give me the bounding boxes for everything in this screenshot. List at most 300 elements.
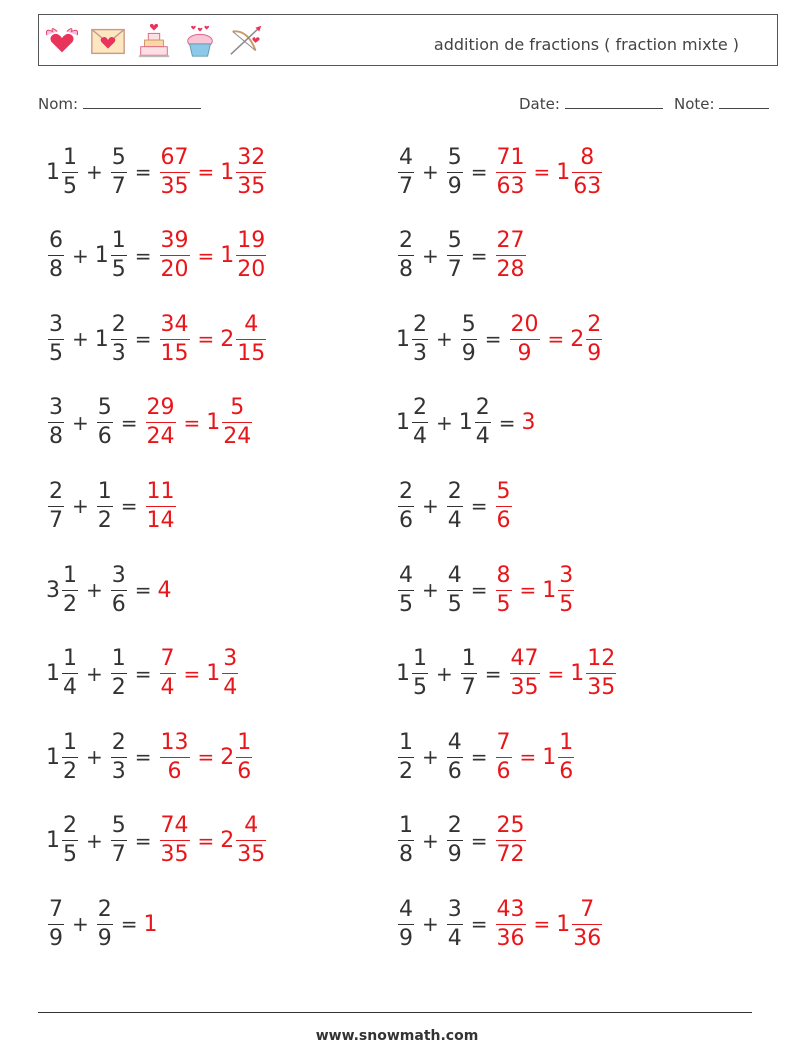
answer-mixed-fraction: [222, 648, 238, 699]
operand-a-denominator: 5: [413, 675, 427, 701]
header-box: [38, 14, 778, 66]
answer-mixed-denominator: 63: [573, 173, 602, 199]
operand-b-fraction: [111, 144, 127, 199]
operand-b-denominator: 4: [475, 424, 490, 450]
answer-mixed-fraction: [236, 729, 252, 784]
operand-b-numerator: 5: [447, 228, 462, 254]
operand-b-fraction: [111, 815, 127, 866]
plus-sign: +: [86, 828, 103, 853]
operand-a-denominator: 2: [63, 758, 77, 784]
operand-b-numerator: 2: [111, 729, 126, 755]
problem-item: [396, 224, 528, 288]
operand-a-fraction: [62, 562, 78, 617]
answer-mixed-numerator: 4: [244, 311, 259, 337]
equals-sign: =: [134, 828, 152, 853]
operand-b-numerator: 1: [461, 646, 476, 672]
answer: [494, 896, 605, 951]
answer-mixed-numerator: 8: [580, 144, 595, 170]
equals-sign: =: [134, 578, 152, 602]
operand-b-fraction: [111, 648, 127, 699]
operand-a-denominator: 3: [413, 340, 427, 366]
equals-sign: =: [470, 578, 488, 602]
equals-sign: =: [134, 745, 152, 770]
operand-b-fraction: [447, 478, 463, 533]
operand-a-whole: 1: [46, 159, 60, 185]
operand-a-denominator: 7: [399, 173, 413, 199]
answer-improper-fraction: [160, 230, 190, 281]
operand-a-denominator: 4: [63, 675, 77, 701]
operand-b-fraction: [447, 815, 463, 866]
answer-equals-sign: =: [197, 243, 215, 268]
answer-mixed-denominator: 36: [573, 925, 602, 951]
operand-b-denominator: 9: [97, 925, 112, 951]
operand-b-fraction: [447, 729, 463, 784]
operand-b-fraction: [97, 896, 113, 951]
operand-a-numerator: 2: [413, 311, 427, 337]
answer-improper-fraction: [146, 478, 176, 533]
answer-improper-numerator: 29: [146, 395, 175, 421]
operand-a-fraction: [398, 815, 414, 866]
problem-item: [46, 140, 268, 204]
answer-improper-denominator: 24: [146, 424, 175, 450]
answer-mixed-fraction: [236, 144, 266, 199]
answer: [494, 230, 528, 281]
answer-equals-sign: =: [197, 327, 215, 352]
operand-a-numerator: 3: [49, 311, 63, 337]
operand-b-fraction: [111, 311, 127, 366]
answer-improper-denominator: 35: [510, 675, 539, 701]
operand-a-denominator: 8: [399, 842, 413, 868]
operand-b-fraction: [461, 311, 477, 366]
problem-item: [46, 892, 158, 956]
operand-a-numerator: 4: [399, 562, 413, 588]
answer: [494, 478, 514, 533]
plus-sign: +: [72, 327, 89, 352]
equals-sign: =: [470, 494, 488, 519]
answer-mixed-numerator: 32: [237, 144, 266, 170]
problem-item: [396, 474, 514, 538]
answer-mixed-fraction: [586, 311, 602, 366]
plus-sign: +: [422, 243, 439, 268]
equals-sign: =: [470, 912, 488, 937]
operand-b-numerator: 5: [111, 813, 126, 839]
operand-a-numerator: 1: [63, 729, 77, 755]
problem-item: [46, 474, 178, 538]
operand-a-fraction: [48, 896, 64, 951]
operand-a-denominator: 5: [63, 842, 77, 868]
name-field: [38, 94, 201, 113]
operand-a-fraction: [48, 230, 64, 281]
problem-item: [396, 809, 528, 873]
answer-improper-denominator: 63: [496, 173, 525, 199]
operand-b-whole: 1: [458, 410, 473, 436]
operand-b-numerator: 5: [447, 144, 462, 170]
answer-improper-denominator: 4: [160, 675, 175, 701]
answer-mixed-numerator: 4: [244, 813, 259, 839]
operand-a-numerator: 1: [413, 646, 427, 672]
answer-mixed-whole: 1: [556, 911, 571, 937]
answer: [508, 311, 605, 366]
answer-improper-fraction: [496, 896, 526, 951]
plus-sign: +: [436, 410, 453, 435]
problem-item: [396, 725, 576, 789]
operand-a-numerator: 1: [63, 562, 77, 588]
plus-sign: +: [86, 160, 103, 184]
problem-item: [396, 140, 604, 204]
answer-equals-sign: =: [519, 745, 537, 770]
operand-b-numerator: 2: [447, 478, 462, 504]
answer-mixed-numerator: 1: [237, 729, 252, 755]
operand-a-numerator: 2: [49, 478, 63, 504]
operand-a-numerator: 6: [49, 228, 63, 254]
operand-a-fraction: [412, 397, 428, 448]
answer-improper-denominator: 15: [160, 340, 189, 366]
plus-sign: +: [86, 578, 103, 602]
operand-b-fraction: [447, 230, 463, 281]
answer-mixed-whole: 1: [570, 661, 585, 687]
answer-improper-denominator: 20: [160, 257, 189, 283]
operand-b-numerator: 1: [111, 646, 126, 672]
equals-sign: =: [134, 243, 152, 268]
operand-b-denominator: 6: [447, 758, 462, 784]
answer-mixed-fraction: [236, 311, 266, 366]
plus-sign: +: [72, 912, 89, 937]
equals-sign: =: [484, 661, 502, 686]
date-field: [519, 94, 663, 113]
operand-a-fraction: [48, 311, 64, 366]
operand-b-denominator: 3: [111, 340, 126, 366]
answer-improper-denominator: 35: [160, 173, 189, 199]
plus-sign: +: [422, 745, 439, 770]
plus-sign: +: [422, 160, 439, 184]
operand-b-numerator: 1: [111, 228, 126, 254]
operand-b-denominator: 5: [111, 257, 126, 283]
answer-improper-denominator: 6: [496, 507, 511, 533]
operand-a-denominator: 9: [49, 925, 63, 951]
operand-a-denominator: 9: [399, 925, 413, 951]
answer-improper-fraction: [160, 729, 190, 784]
operand-a-fraction: [398, 230, 414, 281]
answer-improper-denominator: 9: [510, 339, 540, 365]
operand-a-denominator: 8: [49, 257, 63, 283]
answer: [494, 729, 577, 784]
answer-improper-numerator: 27: [496, 228, 525, 254]
answer-mixed-numerator: 19: [237, 228, 266, 254]
operand-b-denominator: 9: [447, 173, 462, 199]
operand-a-numerator: 4: [399, 144, 413, 170]
problem-item: [396, 642, 618, 706]
operand-b-numerator: 4: [447, 729, 462, 755]
operand-a-fraction: [412, 311, 428, 366]
score-field: [674, 94, 769, 113]
operand-a-numerator: 1: [399, 813, 413, 839]
answer-mixed-whole: 1: [206, 410, 221, 436]
header-icons: [43, 21, 265, 61]
operand-a-fraction: [398, 562, 414, 617]
answer-mixed-numerator: 3: [223, 646, 238, 672]
operand-b-denominator: 6: [111, 591, 126, 617]
operand-a-numerator: 1: [63, 646, 77, 672]
equals-sign: =: [134, 661, 152, 686]
answer: [158, 815, 269, 866]
answer-improper-numerator: 25: [496, 813, 525, 839]
answer-improper-fraction: [146, 397, 176, 448]
answer-mixed-fraction: [236, 815, 266, 866]
operand-b-numerator: 5: [461, 311, 476, 337]
plus-sign: +: [86, 745, 103, 770]
answer-mixed-denominator: 35: [237, 173, 266, 199]
answer-mixed-numerator: 1: [559, 729, 574, 755]
operand-a-numerator: 3: [49, 395, 63, 421]
operand-b-numerator: 3: [111, 562, 126, 588]
answer: [494, 562, 577, 617]
answer-mixed-numerator: 7: [580, 896, 595, 922]
operand-b-numerator: 2: [475, 395, 490, 421]
answer-improper-denominator: 14: [146, 507, 175, 533]
answer-improper-fraction: [510, 648, 540, 699]
operand-b-denominator: 7: [111, 842, 126, 868]
operand-a-whole: 1: [46, 661, 60, 687]
equals-sign: =: [470, 160, 488, 184]
answer-mixed-denominator: 4: [223, 675, 238, 701]
operand-b-denominator: 3: [111, 758, 126, 784]
answer-improper-numerator: 13: [160, 729, 189, 755]
operand-a-whole: 1: [46, 744, 60, 770]
operand-a-numerator: 2: [399, 228, 413, 254]
answer: [494, 815, 528, 866]
date-label: Date:: [519, 95, 560, 113]
answer-improper-numerator: 11: [146, 478, 175, 504]
answer-improper-fraction: [160, 815, 190, 866]
operand-b-denominator: 4: [447, 925, 462, 951]
operand-b-fraction: [111, 729, 127, 784]
answer-improper-denominator: 28: [496, 257, 525, 283]
operand-b-numerator: 2: [447, 813, 462, 839]
operand-b-fraction: [447, 144, 463, 199]
answer-mixed-numerator: 3: [559, 562, 574, 588]
operand-b-fraction: [97, 397, 113, 448]
answer-mixed-whole: 2: [570, 326, 585, 352]
answer-mixed-denominator: 24: [223, 424, 252, 450]
operand-a-numerator: 4: [399, 896, 413, 922]
answer: [144, 478, 178, 533]
operand-b-denominator: 7: [461, 675, 476, 701]
plus-sign: +: [86, 661, 103, 686]
answer-mixed-whole: 2: [220, 744, 235, 770]
operand-b-numerator: 4: [447, 562, 462, 588]
operand-b-denominator: 2: [111, 675, 126, 701]
plus-sign: +: [72, 494, 89, 519]
problem-item: [46, 307, 268, 371]
name-label: Nom:: [38, 95, 79, 113]
answer-mixed-whole: 1: [542, 744, 557, 770]
operand-a-fraction: [62, 815, 78, 866]
answer-mixed-denominator: 6: [559, 758, 574, 784]
operand-a-fraction: [398, 729, 414, 784]
answer-improper-fraction: [160, 144, 190, 199]
operand-b-fraction: [447, 562, 463, 617]
plus-sign: +: [436, 661, 453, 686]
operand-a-denominator: 2: [63, 591, 77, 617]
answer-improper-whole: 4: [157, 577, 172, 603]
answer-improper-fraction: [496, 144, 526, 199]
answer-mixed-numerator: 2: [587, 311, 602, 337]
plus-sign: +: [422, 912, 439, 937]
operand-a-whole: 3: [46, 577, 60, 603]
operand-a-fraction: [398, 896, 414, 951]
operand-b-fraction: [461, 648, 477, 699]
answer-improper-fraction: [496, 729, 512, 784]
worksheet-title: addition de fractions ( fraction mixte ): [433, 35, 739, 54]
problem-item: [46, 224, 268, 288]
answer-improper-numerator: 5: [496, 478, 511, 504]
plus-sign: +: [436, 327, 453, 352]
answer: [508, 648, 619, 699]
operand-b-fraction: [97, 478, 113, 533]
answer: [158, 729, 255, 784]
cupcake-icon: [181, 21, 219, 61]
operand-a-denominator: 6: [399, 507, 413, 533]
operand-b-denominator: 4: [447, 507, 462, 533]
equals-sign: =: [120, 494, 138, 519]
answer-improper-numerator: 34: [160, 311, 189, 337]
answer-mixed-fraction: [558, 562, 574, 617]
answer: [144, 912, 158, 937]
answer-equals-sign: =: [183, 661, 201, 686]
plus-sign: +: [422, 494, 439, 519]
answer-mixed-whole: 2: [220, 828, 235, 854]
operand-b-numerator: 2: [97, 896, 112, 922]
answer-improper-fraction: [496, 478, 512, 533]
answer-improper-numerator: 20: [510, 311, 539, 337]
answer: [158, 578, 172, 603]
answer-mixed-whole: 1: [542, 577, 557, 603]
score-label: Note:: [674, 95, 715, 113]
operand-a-denominator: 5: [49, 340, 63, 366]
answer-equals-sign: =: [197, 160, 215, 184]
plus-sign: +: [72, 410, 89, 435]
operand-a-fraction: [48, 478, 64, 533]
answer-equals-sign: =: [533, 160, 551, 184]
answer-improper-numerator: 39: [160, 228, 189, 254]
answer-mixed-fraction: [586, 648, 616, 699]
answer-improper-fraction: [160, 648, 176, 699]
answer-improper-numerator: 47: [510, 646, 539, 672]
problem-item: [396, 892, 604, 956]
answer-improper-denominator: 5: [496, 591, 511, 617]
answer-mixed-whole: 1: [206, 661, 221, 687]
equals-sign: =: [470, 745, 488, 770]
footer-site: www.snowmath.com: [315, 1028, 479, 1044]
operand-a-whole: 1: [396, 326, 410, 352]
answer-equals-sign: =: [547, 661, 565, 686]
answer-improper-denominator: 36: [496, 925, 525, 951]
operand-b-denominator: 2: [97, 507, 112, 533]
answer-mixed-whole: 1: [220, 159, 235, 185]
footer-divider: [38, 1012, 752, 1013]
operand-b-whole: 1: [94, 326, 109, 352]
equals-sign: =: [470, 828, 488, 853]
answer-improper-numerator: 7: [160, 646, 175, 672]
answer-mixed-denominator: 20: [237, 257, 266, 283]
operand-a-fraction: [62, 729, 78, 784]
problem-item: [46, 558, 172, 622]
equals-sign: =: [120, 410, 138, 435]
answer-mixed-denominator: 35: [237, 842, 266, 868]
answer-improper-numerator: 71: [496, 144, 525, 170]
answer-improper-whole: 3: [521, 410, 536, 436]
answer-equals-sign: =: [519, 578, 537, 602]
operand-b-whole: 1: [94, 243, 109, 269]
operand-a-numerator: 1: [399, 729, 413, 755]
operand-b-fraction: [111, 562, 127, 617]
operand-a-whole: 1: [396, 410, 410, 436]
operand-a-numerator: 2: [413, 395, 427, 421]
answer-mixed-fraction: [572, 144, 602, 199]
answer-improper-fraction: [496, 815, 526, 866]
answer-improper-denominator: 6: [496, 758, 511, 784]
equals-sign: =: [120, 912, 138, 937]
operand-b-numerator: 5: [111, 144, 126, 170]
equals-sign: =: [484, 327, 502, 352]
answer-improper-numerator: 7: [496, 729, 511, 755]
answer-improper-denominator: 72: [496, 842, 525, 868]
operand-a-numerator: 2: [63, 813, 77, 839]
answer-mixed-numerator: 12: [587, 646, 616, 672]
score-blank: [719, 94, 769, 109]
operand-a-numerator: 2: [399, 478, 413, 504]
operand-a-denominator: 8: [49, 424, 63, 450]
equals-sign: =: [134, 160, 152, 184]
operand-a-fraction: [48, 397, 64, 448]
answer-improper-numerator: 43: [496, 896, 525, 922]
answer-improper-denominator: 35: [160, 842, 189, 868]
problem-item: [46, 725, 254, 789]
operand-b-denominator: 5: [447, 591, 462, 617]
operand-b-numerator: 2: [111, 311, 126, 337]
answer-equals-sign: =: [183, 410, 201, 435]
answer-mixed-numerator: 5: [230, 395, 245, 421]
answer-mixed-denominator: 6: [237, 758, 252, 784]
answer-equals-sign: =: [533, 912, 551, 937]
operand-b-numerator: 5: [97, 395, 112, 421]
operand-a-denominator: 8: [399, 257, 413, 283]
operand-a-numerator: 1: [63, 144, 77, 170]
operand-a-whole: 1: [396, 661, 410, 687]
plus-sign: +: [422, 578, 439, 602]
operand-a-fraction: [62, 648, 78, 699]
answer-mixed-whole: 1: [556, 159, 571, 185]
answer-improper-denominator: 6: [160, 757, 190, 783]
answer-improper-numerator: 74: [160, 813, 189, 839]
problem-item: [396, 307, 604, 371]
operand-b-denominator: 6: [97, 424, 112, 450]
operand-b-denominator: 7: [111, 173, 126, 199]
plus-sign: +: [72, 243, 89, 268]
date-blank: [565, 94, 663, 109]
operand-b-denominator: 9: [461, 340, 476, 366]
problem-item: [46, 809, 268, 873]
answer-mixed-denominator: 9: [587, 340, 602, 366]
name-blank: [83, 94, 201, 109]
operand-a-denominator: 5: [63, 173, 77, 199]
wedding-cake-icon: [135, 21, 173, 61]
answer: [158, 144, 269, 199]
operand-b-fraction: [111, 230, 127, 281]
problem-item: [396, 391, 536, 455]
operand-a-denominator: 5: [399, 591, 413, 617]
answer-equals-sign: =: [547, 327, 565, 352]
